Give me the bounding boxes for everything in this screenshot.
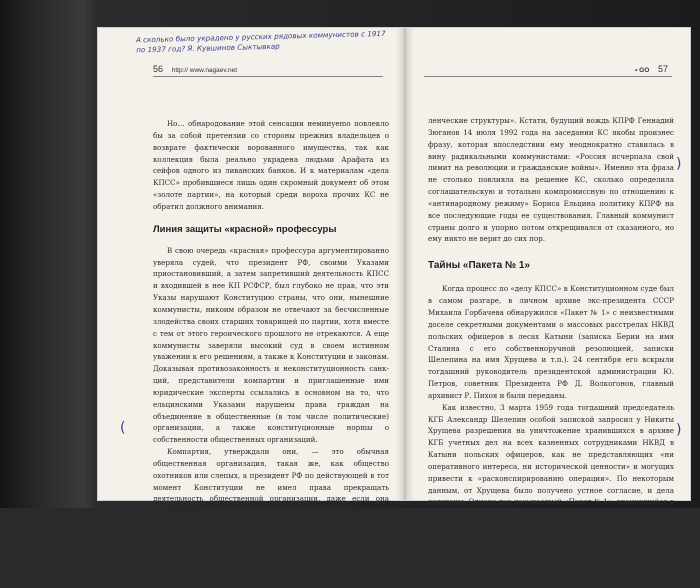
- left-page-url: http:// www.nagaev.net: [171, 67, 237, 74]
- right-page-number: 57: [657, 64, 668, 74]
- left-paragraph-4: Один из представителей компартии, бывший народный депутат России Зоркальцев, договорился даже до того, что КП РСФСР задолго до издания президентских Указов была оппозиционной партией и никакого влияния на органы государственной власти оказывать не могла, так как «не входила ни в какие управ-: [153, 518, 389, 587]
- right-page-header: [635, 64, 668, 75]
- margin-mark-right-2: ): [676, 422, 682, 438]
- book-spread: [98, 28, 690, 587]
- right-paragraph-3: Как известно, 3 марта 1959 года тогдашний председатель КГБ Александр Шелепин особой запиской запросил у Никиты Хрущева разрешения на уничтожение хранившихся в архиве КГБ учетных дел на всех казненных сотрудниками НКВД в Катыни польских офицеров, как не представляющих «ни оперативного интереса, ни исторической ценности» и могущих привести к «расконспирированию операции». По некоторым данным, от Хрущева было получено устное согласие, и дела сожжены. Однако так называеmый «Пакет № 1», хранившийся в архиве ЦК КПСС, остался.: [428, 402, 674, 519]
- right-page-body: [428, 115, 674, 568]
- right-section-heading: Тайны «Пакета № 1»: [428, 260, 530, 272]
- left-page-body: [153, 118, 389, 588]
- book-gutter: [396, 28, 414, 500]
- left-section-heading: Линия защиты «красной» профессуры: [153, 223, 337, 235]
- margin-mark-left: (: [120, 420, 126, 436]
- right-paragraph-4: Позже сохранить его содержимое Михаилу Горбачеву посоветовал заведующий международным отделом ЦК КПСС Валентин Фалин. По его мнению, это могло помочь свалить всю вину: [428, 521, 674, 566]
- left-page: [98, 28, 396, 587]
- left-paragraph-3: Компартия, утверждали они, — это обычная общественная организация, такая же, как общество охотников или слепых, а президент РФ по действующей в тот момент Конституции не имел права прекращать деятельность общественной организации, даже если она нарушает закон. Сделать это может только суд.: [153, 447, 389, 516]
- left-header-rule: [153, 76, 383, 77]
- right-header-rule: [424, 76, 672, 77]
- left-page-number: 56: [153, 64, 164, 74]
- left-paragraph-1: Но… обнародование этой сенсации неминуemo повлекло бы за собой претензии со стороны прежних владельцев о возврате фактически ворованного имущества, так как коллекция была реально украдена людьми Арафата из сейфов одного из ливанских банков. И к материалам «дела КПСС» пробившиеся лишь один скромный документ об этом «золоте партии», на который среди вороха прочих КС не обратил должного внимания.: [153, 119, 389, 211]
- right-page-brand: • GO: [635, 67, 650, 74]
- right-page: [414, 28, 690, 566]
- left-paragraph-2: В свою очередь «красная» профессура аргументированно уверяла судей, что президент РФ, своими Указами приостановивший, а затем запретивший деятельность КПСС и входившей в нее КП РСФСР, был глубоко не прав, что эти Указы нарушают Конституцию страны, что они, нынешние коммунисты, никоим образом не отвечают за бесчисленные злодейства своих старших товарищей по партии, хотя вместе с тем от этого героического прошлого не отрекаются. А еще коммунисты заверяли высокий суд в своем истинном уважении к его решениям, а также к Конституции и законам. Доказывая противозаконность и неконституционность санкций, представители компартии и приглашенные ими юридические эксперты ссылались в основном на то, что ельцинскими Указами нарушены права граждан на объединение в общественные (в том числе политические) организации, а также конституционные норmы о собственности общественных организаций.: [153, 245, 389, 445]
- handwritten-note: А сколько было украдено у русских рядовых коммунистов с 1917 по 1937 год? Я. Кувшинов Сыктывкар: [135, 28, 386, 55]
- left-page-header: [153, 64, 237, 75]
- margin-mark-right-1: ): [676, 156, 682, 172]
- right-paragraph-2: Когда процесс по «делу КПСС» в Конституционном суде был в самом разгаре, в личном архиве экс-президента СССР Михаила Горбачева обнаружился «Пакет № 1» с неизвестными доселе секретными документами о массовых расстрелах НКВД польских офицеров в лесах Катыни (записка Берии на имя Сталина с его собственноручной резолюцией, записки Шелепина на имя Хрущева и т.п.). 24 сентября его вскрыли тогдашний руководитель президентской администрации Ю. Петров, советник Президента РФ Д. Волкогонов, главный архивист Р. Пихоя и были переданы.: [428, 284, 674, 400]
- right-paragraph-1: ленческие структуры». Кстати, будущий вождь КПРФ Геннадий Зюганов 14 июля 1992 года на заседании КС якобы произнес фразу, которая впоследствии ему неоднократно ставилась в вину радикальными коммунистами: «Россия исчерпала свой лимит на революции и гражданские войны». Именно эта фраза не столько повлияла на решение КС, сколько определила соглашательскую и тотально компромиссную по отношению к «антинародному режиму» Бориса Ельцина политику КПРФ на все последующие годы ее существования. Главный коммунист страны долго и упорно потом открещивался от сказанного, но ему никто не верит до сих пор.: [428, 116, 674, 244]
